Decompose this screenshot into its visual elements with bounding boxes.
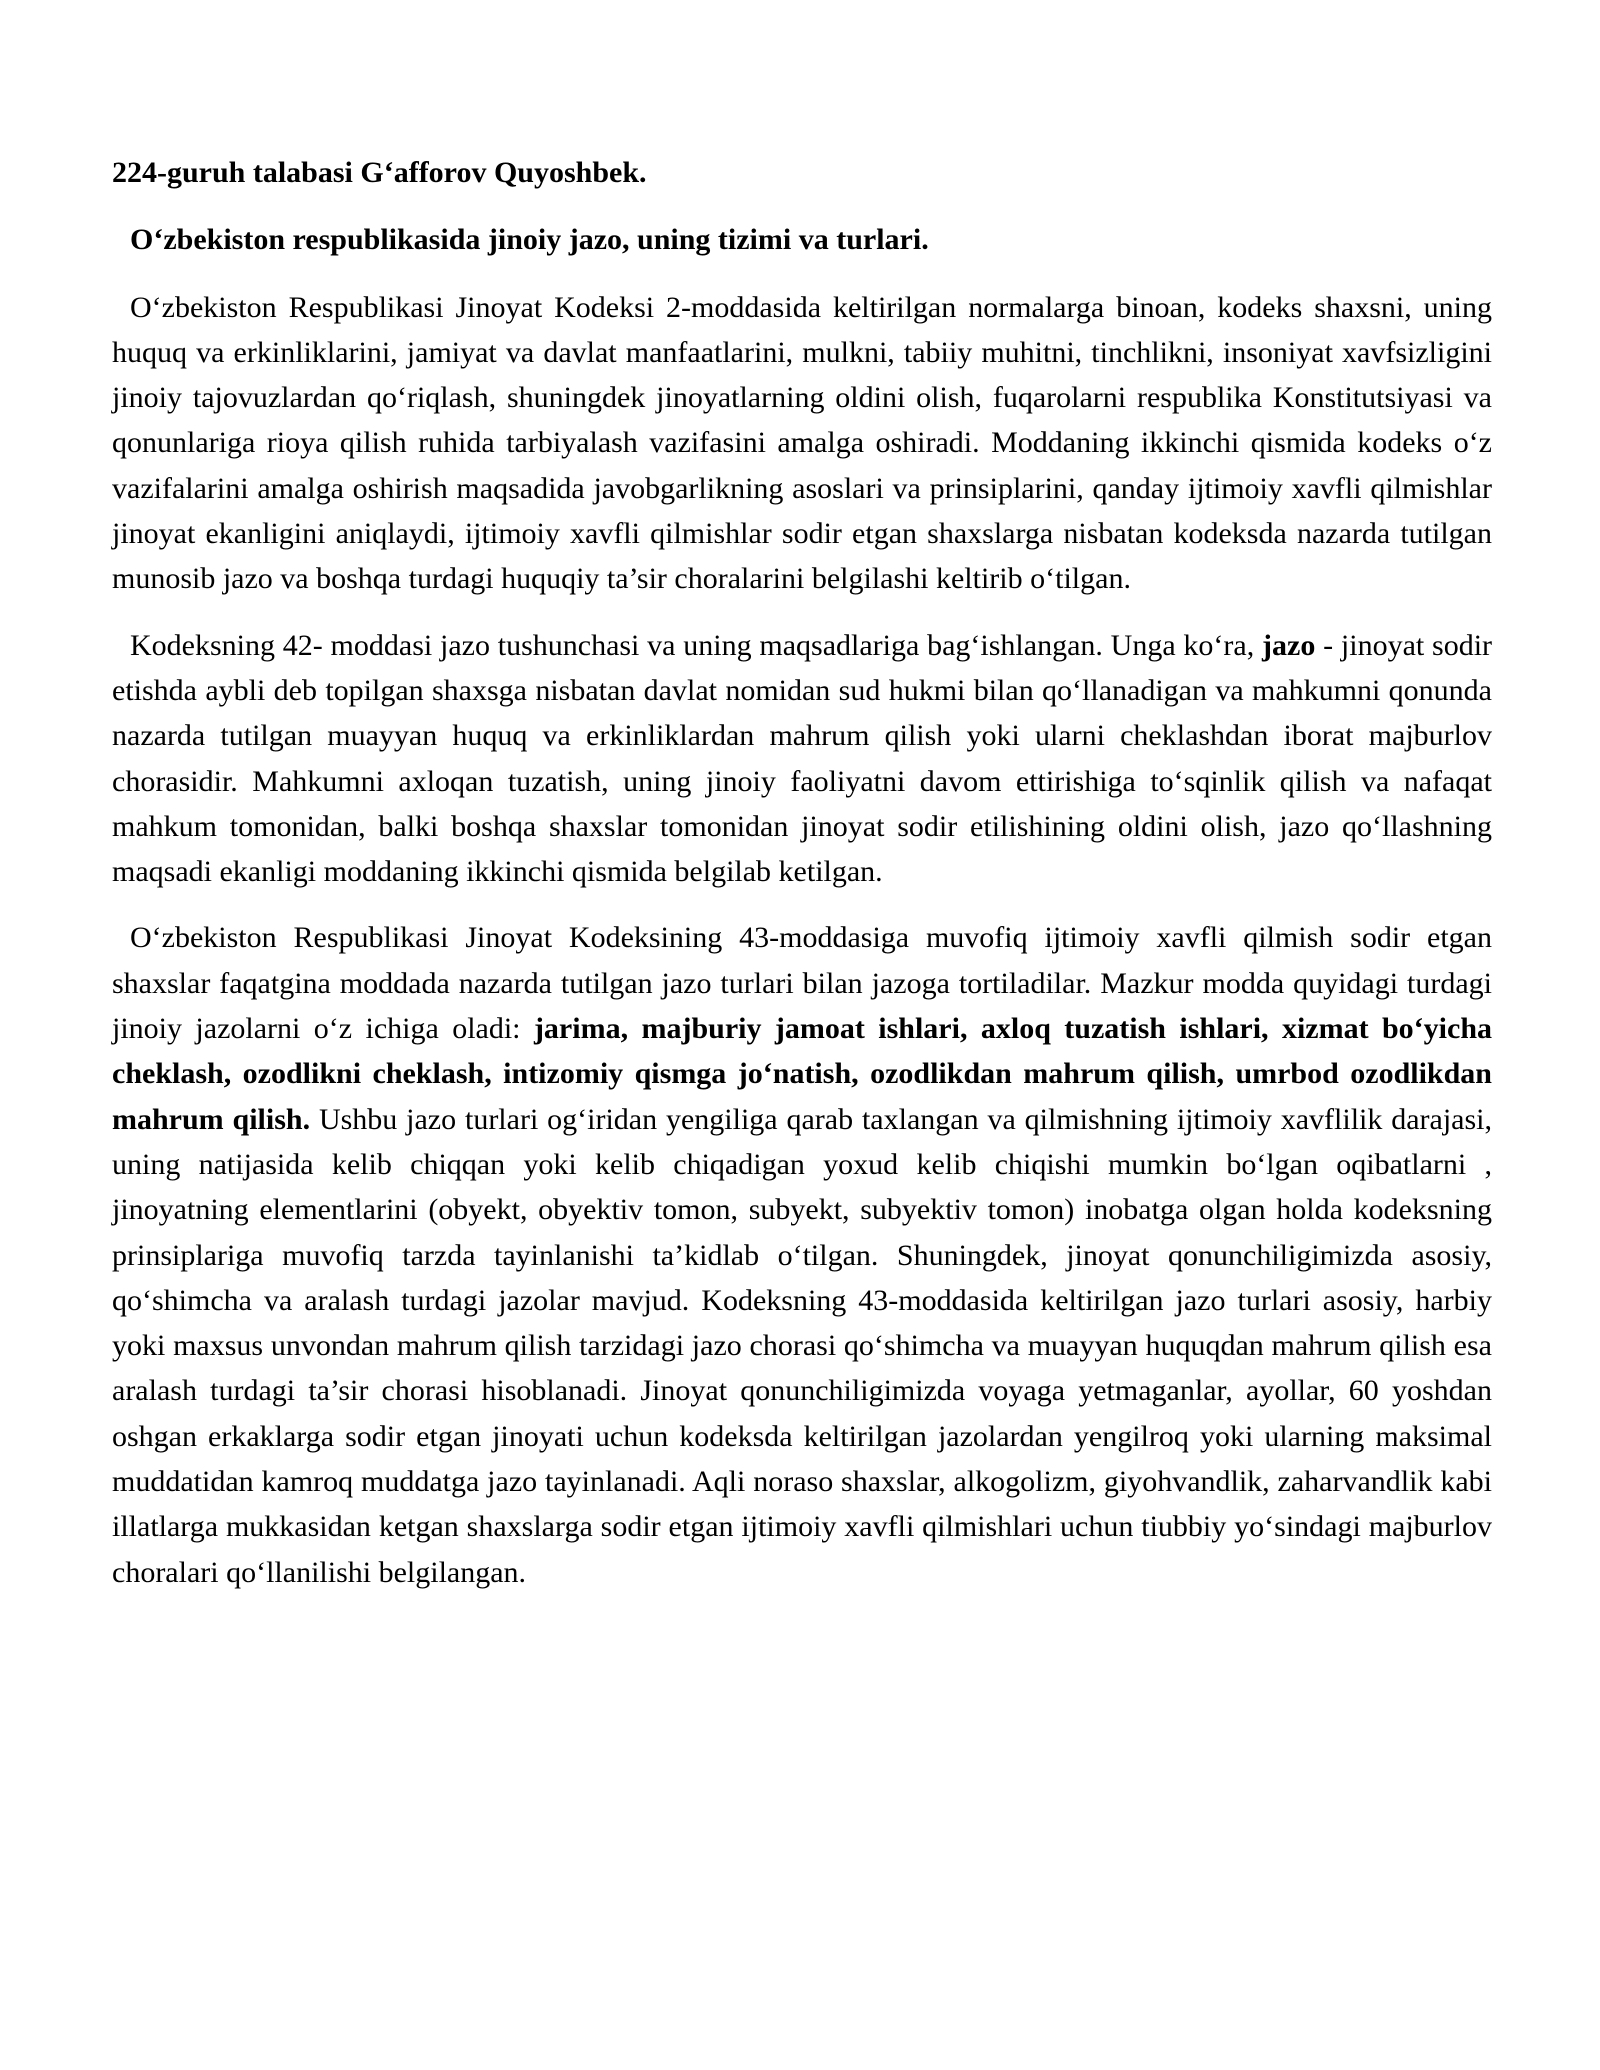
paragraph-2 [112,623,1492,895]
paragraph-2-intro: Kodeksning 42- moddasi jazo tushunchasi va uning maqsadlariga bag‘ishlangan. Unga ko‘ra, [130,628,1255,662]
paragraph-2-rest: - jinoyat sodir etishda aybli deb topilgan shaxsga nisbatan davlat nomidan sud hukmi bilan qo‘llanadigan va mahkumni qonunda nazarda tutilgan muayyan huquq va erkinliklardan mahrum qilish yoki ularni cheklashdan iborat majburlov chorasidir. Mahkumni axloqan tuzatish, uning jinoiy faoliyatni davom ettirishiga to‘sqinlik qilish va nafaqat mahkum tomonidan, balki boshqa shaxslar tomonidan jinoyat sodir etilishining oldini olish, jazo qo‘llashning maqsadi ekanligi moddaning ikkinchi qismida belgilab ketilgan. [112,628,1493,889]
document-page [112,150,1492,1616]
author-line: 224-guruh talabasi G‘afforov Quyoshbek. [112,156,647,189]
paragraph-3-rest: Ushbu jazo turlari og‘iridan yengiliga qarab taxlangan va qilmishning ijtimoiy xavflilik darajasi, uning natijasida kelib chiqqan yoki kelib chiqadigan yoxud kelib chiqishi mumkin bo‘lgan oqibatlarni , jinoyatning elementlarini (obyekt, obyektiv tomon, subyekt, subyektiv tomon) inobatga olgan holda kodeksning prinsiplariga muvofiq tarzda tayinlanishi ta’kidlab o‘tilgan. Shuningdek, jinoyat qonunchiligimizda asosiy, qo‘shimcha va aralash turdagi jazolar mavjud. Kodeksning 43-moddasida keltirilgan jazo turlari asosiy, harbiy yoki maxsus unvondan mahrum qilish tarzidagi jazo chorasi qo‘shimcha va muayyan huquqdan mahrum qilish esa aralash turdagi ta’sir chorasi hisoblanadi. Jinoyat qonunchiligimizda voyaga yetmaganlar, ayollar, 60 yoshdan oshgan erkaklarga sodir etgan jinoyati uchun kodeksda keltirilgan jazolardan yengilroq yoki ularning maksimal muddatidan kamroq muddatga jazo tayinlanadi. Aqli noraso shaxslar, alkogolizm, giyohvandlik, zaharvandlik kabi illatlarga mukkasidan ketgan shaxslarga sodir etgan ijtimoiy xavfli qilmishlari uchun tiubbiy yo‘sindagi majburlov choralari qo‘llanilishi belgilangan. [112,1102,1493,1589]
paragraph-3-intro: O‘zbekiston Respublikasi Jinoyat Kodeksining 43-moddasiga muvofiq ijtimoiy xavfli qilmish sodir etgan shaxslar faqatgina moddada nazarda tutilgan jazo turlari bilan jazoga tortiladilar. Mazkur modda quyidagi turdagi jinoiy jazolarni o‘z ichiga oladi: [112,921,1492,1046]
paragraph-2-term: jazo [1262,628,1316,662]
paragraph-3-punishments: jarima, majburiy jamoat ishlari, axloq tuzatish ishlari, xizmat bo‘yicha cheklash, ozodlikni cheklash, intizomiy qismga jo‘natish, ozodlikdan mahrum qilish, umrbod ozodlikdan mahrum qilish. [112,1012,1493,1136]
document-title: O‘zbekiston respublikasida jinoiy jazo, uning tizimi va turlari. [130,223,929,257]
paragraph-3 [112,915,1492,1594]
paragraph-1: O‘zbekiston Respublikasi Jinoyat Kodeksi 2-moddasida keltirilgan normalarga binoan, kodeks shaxsni, uning huquq va erkinliklarini, jamiyat va davlat manfaatlarini, mulkni, tabiiy muhitni, tinchlikni, insoniyat xavfsizligini jinoiy tajovuzlardan qo‘riqlash, shuningdek jinoyatlarning oldini olish, fuqarolarni respublika Konstitutsiyasi va qonunlariga rioya qilish ruhida tarbiyalash vazifasini amalga oshiradi. Moddaning ikkinchi qismida kodeks o‘z vazifalarini amalga oshirish maqsadida javobgarlikning asoslari va prinsiplarini, qanday ijtimoiy xavfli qilmishlar jinoyat ekanligini aniqlaydi, ijtimoiy xavfli qilmishlar sodir etgan shaxslarga nisbatan kodeksda nazarda tutilgan munosib jazo va boshqa turdagi huquqiy ta’sir choralarini belgilashi keltirib o‘tilgan. [112,290,1492,596]
